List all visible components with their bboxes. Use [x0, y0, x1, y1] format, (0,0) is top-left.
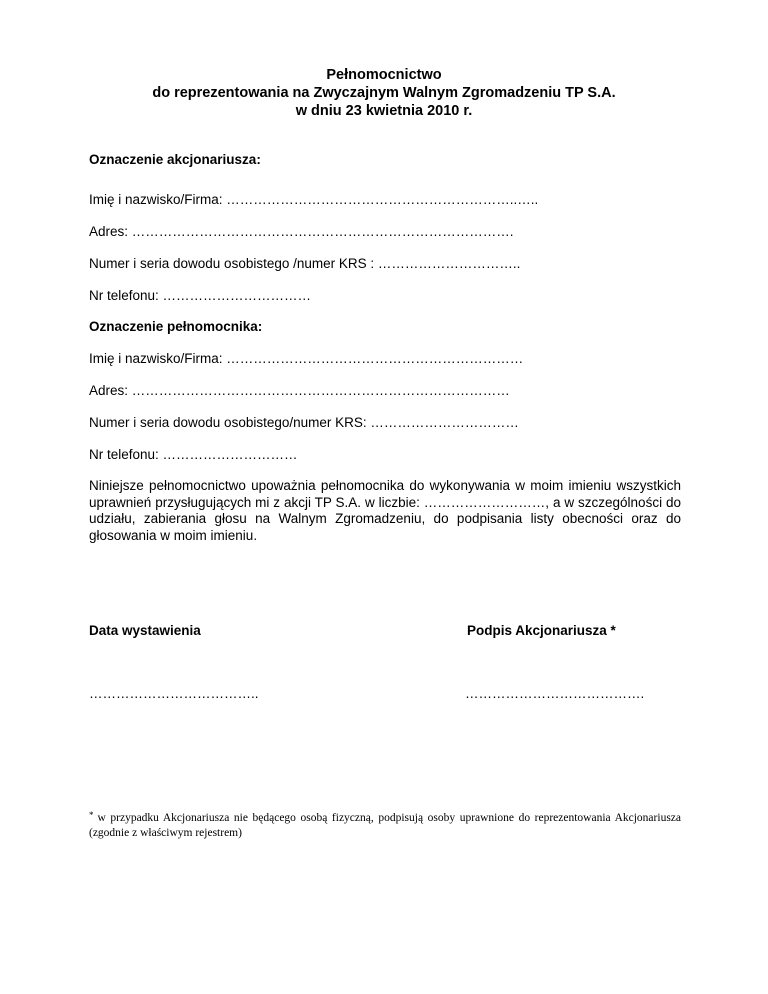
- proxy-name-field: Imię i nazwisko/Firma: …………………………………………………………: [89, 351, 524, 366]
- shareholder-phone-field: Nr telefonu: ……………………………: [89, 288, 312, 303]
- shareholder-id-field: Numer i seria dowodu osobistego /numer KRS : …………………………..: [89, 256, 521, 271]
- footnote: [89, 808, 681, 841]
- shareholder-heading: Oznaczenie akcjonariusza:: [89, 152, 261, 167]
- footnote-text: w przypadku Akcjonariusza nie będącego osobą fizyczną, podpisują osoby uprawnione do reprezentowania Akcjonariusza (zgodnie z właściwym rejestrem): [89, 812, 681, 839]
- shareholder-name-field: Imię i nazwisko/Firma: ………………………………………………………..…..: [89, 192, 539, 207]
- footnote-marker: *: [89, 810, 94, 820]
- authorization-paragraph: Niniejsze pełnomocnictwo upoważnia pełnomocnika do wykonywania w moim imieniu wszystkich uprawnień przysługujących mi z akcji TP S.A. w liczbie: ………………………, a w szczególności do udziału, zabierania głosu na Walnym Zgromadzeniu, do podpisania listy obecności oraz do głosowania w moim imieniu.: [89, 478, 681, 543]
- document-subtitle: do reprezentowania na Zwyczajnym Walnym Zgromadzeniu TP S.A.: [152, 85, 616, 101]
- signature-line: ………………………………….: [465, 686, 645, 701]
- issue-date-line: ………………………………..: [89, 686, 259, 701]
- proxy-id-field: Numer i seria dowodu osobistego/numer KRS: ……………………………: [89, 415, 519, 430]
- signature-label: Podpis Akcjonariusza *: [467, 623, 616, 638]
- proxy-address-field: Adres: …………………………………………………………………………: [89, 383, 510, 398]
- proxy-heading: Oznaczenie pełnomocnika:: [89, 319, 263, 334]
- shareholder-address-field: Adres: ………………………………………………………………………….: [89, 224, 514, 239]
- issue-date-label: Data wystawienia: [89, 623, 201, 638]
- document-date-line: w dniu 23 kwietnia 2010 r.: [295, 103, 473, 119]
- document-title: Pełnomocnictwo: [326, 67, 442, 83]
- proxy-phone-field: Nr telefonu: …………………………: [89, 447, 298, 462]
